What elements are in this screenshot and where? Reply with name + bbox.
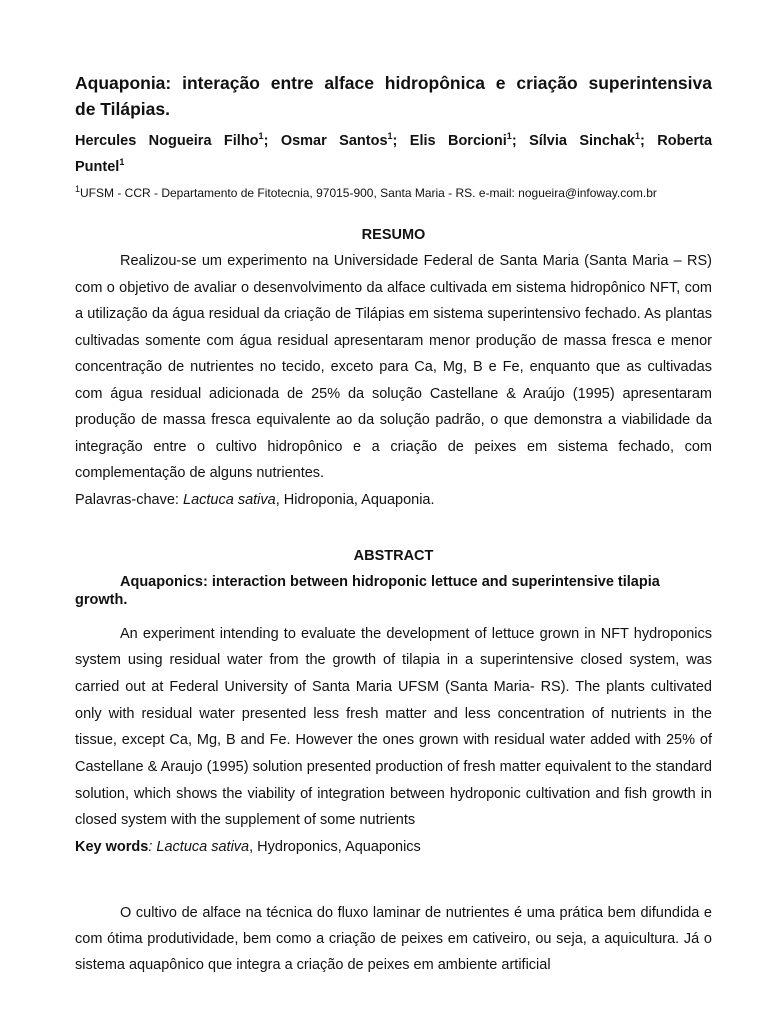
author-affiliation-marker: 1 [506,131,512,142]
author-name: Elis Borcioni [409,133,507,149]
keywords-species: Lactuca sativa [156,839,250,856]
keywords-label: Palavras-chave: [75,491,183,508]
abstract-heading: ABSTRACT [353,547,434,564]
affiliation [75,184,712,202]
author-line-2 [75,159,124,175]
author-affiliation-marker: 1 [119,157,125,168]
paper-title [75,70,712,122]
abstract-keywords [75,834,712,860]
keywords-label: Key words [75,839,149,856]
keywords-rest: , Hidroponia, Aquaponia. [275,491,435,508]
affiliation-marker: 1 [75,184,81,194]
abstract-body: An experiment intending to evaluate the development of lettuce grown in NFT hydroponics system using residual water from the growth of tilapia in a superintensive closed system, was carried out at Federal University of Santa Maria UFSM (Santa Maria- RS). The plants cultivated only with residual water presented less fresh matter and less concentration of nutrients in the tissue, except Ca, Mg, B and Fe. However the ones grown with residual water added with 25% of Castellane & Araujo (1995) solution presented production of fresh matter equivalent to the standard solution, which shows the viability of integration between hydroponic cultivation and fish growth in closed system with the supplement of some nutrients [75,625,712,829]
resumo-keywords [75,487,712,513]
author-name: Sílvia Sinchak [529,133,635,149]
author-line-1 [75,128,712,154]
author-separator: ; [263,133,281,149]
author-affiliation-marker: 1 [634,131,640,142]
paper-title-line-1: Aquaponia: interação entre alface hidropônica e criação superintensiva [75,73,712,93]
author-affiliation-marker: 1 [387,131,393,142]
keywords-species: Lactuca sativa [183,491,276,508]
abstract-title: Aquaponics: interaction between hidroponic lettuce and superintensive tilapia growth. [75,573,660,608]
author-affiliation-marker: 1 [258,131,264,142]
resumo-heading: RESUMO [361,227,426,243]
author-separator: ; [392,133,410,149]
author-list [75,128,712,180]
affiliation-text: UFSM - CCR - Departamento de Fitotecnia, 97015-900, Santa Maria - RS. e-mail: nogueira@infoway.com.br [80,186,657,200]
author-separator: ; [639,133,658,149]
paper-title-line-2: de Tilápias. [75,99,170,119]
keywords-colon: : [148,839,157,856]
keywords-rest: , Hydroponics, Aquaponics [249,839,421,856]
author-name-first: Roberta [657,133,713,149]
author-name: Osmar Santos [280,133,388,149]
author-name-last: Puntel [75,159,120,175]
author-separator: ; [511,133,530,149]
introduction-paragraph: O cultivo de alface na técnica do fluxo laminar de nutrientes é uma prática bem difundida e com ótima produtividade, bem como a criação de peixes em cativeiro, ou seja, a aquicultura. Já o sistema aquapônico que integra a criação de peixes em ambiente artificial [75,905,712,974]
resumo-body: Realizou-se um experimento na Universidade Federal de Santa Maria (Santa Maria – RS) com o objetivo de avaliar o desenvolvimento da alface cultivada em sistema hidropônico NFT, com a utilização da água residual da criação de Tilápias em sistema superintensivo fechado. As plantas cultivadas somente com água residual apresentaram menor produção de massa fresca e menor concentração de nutrientes no tecido, exceto para Ca, Mg, B e Fe, enquanto que as cultivadas com água residual adicionada de 25% da solução Castellane & Araújo (1995) apresentaram produção de massa fresca equivalente ao da solução padrão, o que demonstra a viabilidade da integração entre o cultivo hidropônico e a criação de peixes em sistema fechado, com complementação de alguns nutrientes. [75,253,712,481]
author-name: Hercules Nogueira Filho [75,133,259,149]
